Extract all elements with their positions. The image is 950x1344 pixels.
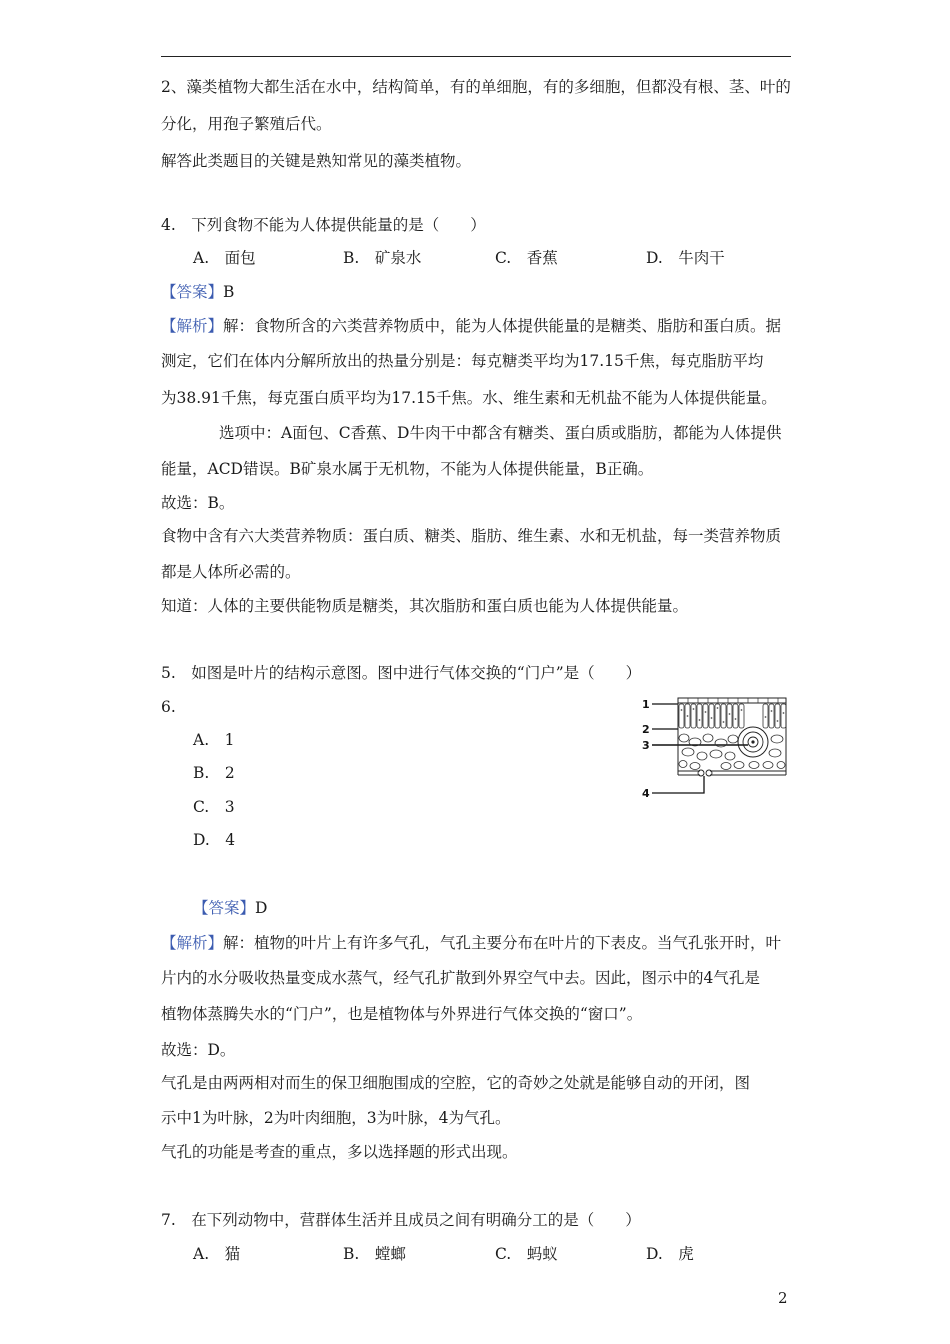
q5-stem: 5. 如图是叶片的结构示意图。图中进行气体交换的“门户”是（ ）	[161, 664, 642, 682]
q4-option-d: D. 牛肉干	[646, 249, 725, 267]
q5-answer	[193, 898, 267, 918]
q7-option-d: D. 虎	[646, 1245, 694, 1263]
q4-option-a: A. 面包	[193, 249, 256, 267]
q5-choice: 故选：D。	[161, 1041, 236, 1059]
q4-analysis-4: 选项中：A面包、C香蕉、D牛肉干中都含有糖类、蛋白质或脂肪，都能为人体提供	[219, 424, 782, 442]
q4-analysis-2: 测定，它们在体内分解所放出的热量分别是：每克糖类平均为17.15千焦，每克脂肪平均	[161, 352, 764, 370]
q4-analysis-1	[161, 316, 781, 336]
q5-analysis-2: 片内的水分吸收热量变成水蒸气，经气孔扩散到外界空气中去。因此，图示中的4气孔是	[161, 969, 760, 987]
q4-option-c: C. 香蕉	[495, 249, 558, 267]
q5-analysis-5: 气孔是由两两相对而生的保卫细胞围成的空腔，它的奇妙之处就是能够自动的开闭，图	[161, 1074, 751, 1092]
q7-option-c: C. 蚂蚁	[495, 1245, 558, 1263]
figure-label-1: 1	[642, 698, 650, 711]
q4-choice: 故选：B。	[161, 494, 235, 512]
analysis-text: 解：植物的叶片上有许多气孔，气孔主要分布在叶片的下表皮。当气孔张开时，叶	[223, 934, 782, 952]
answer-value: D	[255, 899, 268, 917]
q4-analysis-9: 知道：人体的主要供能物质是糖类，其次脂肪和蛋白质也能为人体提供能量。	[161, 597, 689, 615]
q7-option-b: B. 螳螂	[343, 1245, 406, 1263]
q7-option-a: A. 猫	[193, 1245, 241, 1263]
analysis-text: 解：食物所含的六类营养物质中，能为人体提供能量的是糖类、脂肪和蛋白质。据	[223, 317, 782, 335]
q4-analysis-7: 食物中含有六大类营养物质：蛋白质、糖类、脂肪、维生素、水和无机盐，每一类营养物质	[161, 527, 782, 545]
q5-analysis-3: 植物体蒸腾失水的“门户”，也是植物体与外界进行气体交换的“窗口”。	[161, 1005, 643, 1023]
q4-answer	[161, 282, 234, 302]
q5-analysis-7: 气孔的功能是考查的重点，多以选择题的形式出现。	[161, 1143, 518, 1161]
analysis-tag: 【解析】	[161, 317, 224, 335]
answer-tag: 【答案】	[161, 283, 224, 301]
q5-option-d: D. 4	[193, 831, 236, 849]
leaf-structure-figure	[638, 690, 790, 798]
figure-label-3: 3	[642, 739, 650, 752]
figure-label-2: 2	[642, 723, 650, 736]
q5-analysis-6: 示中1为叶脉，2为叶肉细胞，3为叶脉，4为气孔。	[161, 1109, 511, 1127]
answer-value: B	[223, 283, 235, 301]
q5-analysis-1	[161, 933, 781, 953]
prev-line-2: 分化，用孢子繁殖后代。	[161, 115, 332, 133]
q4-analysis-5: 能量，ACD错误。B矿泉水属于无机物，不能为人体提供能量，B正确。	[161, 460, 654, 478]
q5-option-a: A. 1	[193, 731, 235, 749]
q5-option-c: C. 3	[193, 798, 235, 816]
q4-analysis-8: 都是人体所必需的。	[161, 563, 301, 581]
q4-option-b: B. 矿泉水	[343, 249, 422, 267]
analysis-tag: 【解析】	[161, 934, 224, 952]
answer-tag: 【答案】	[193, 899, 256, 917]
q5-option-b: B. 2	[193, 764, 235, 782]
page-number: 2	[778, 1289, 788, 1307]
prev-line-3: 解答此类题目的关键是熟知常见的藻类植物。	[161, 152, 472, 170]
q7-stem: 7. 在下列动物中，营群体生活并且成员之间有明确分工的是（ ）	[161, 1211, 641, 1229]
q6-number: 6.	[161, 698, 176, 716]
figure-label-4: 4	[642, 787, 650, 798]
q4-stem: 4. 下列食物不能为人体提供能量的是（ ）	[161, 216, 486, 234]
header-rule	[161, 56, 791, 57]
q4-analysis-3: 为38.91千焦，每克蛋白质平均为17.15千焦。水、维生素和无机盐不能为人体提供能量。	[161, 389, 777, 407]
prev-line-1: 2、藻类植物大都生活在水中，结构简单，有的单细胞，有的多细胞，但都没有根、茎、叶的	[161, 78, 791, 96]
